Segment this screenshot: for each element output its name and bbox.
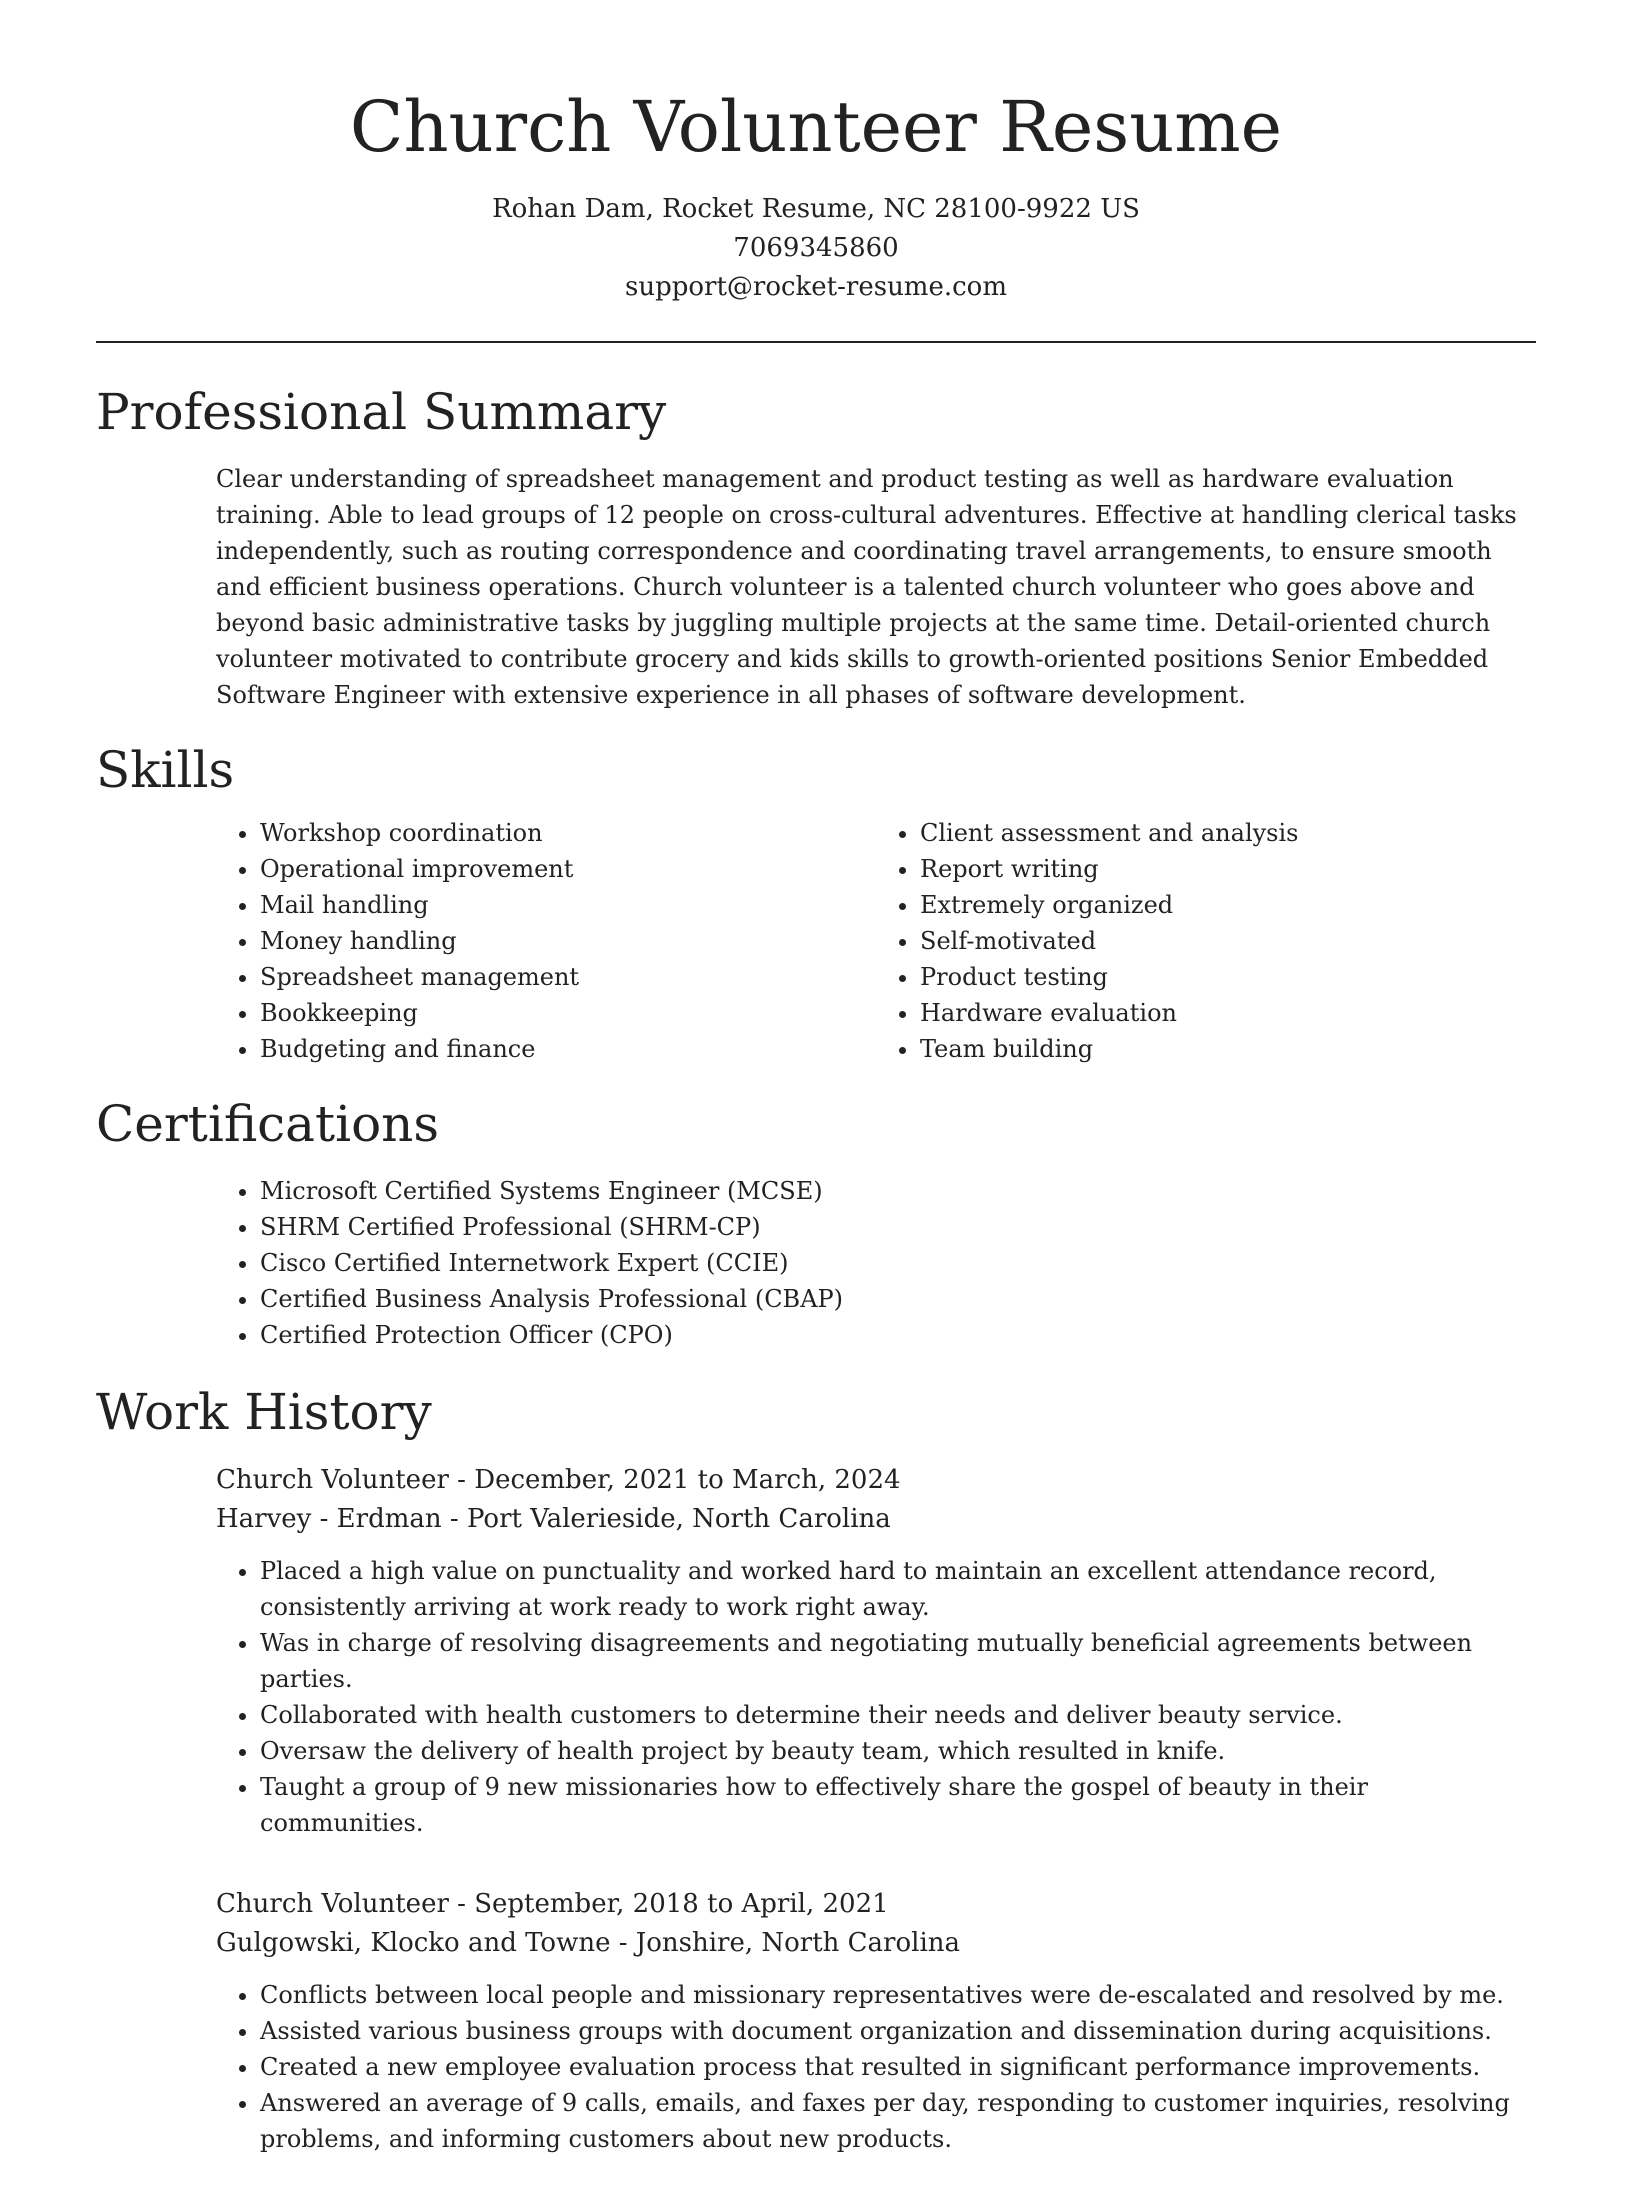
skill-item: • Product testing	[920, 959, 1536, 995]
certifications-list	[216, 1173, 1536, 1353]
section-heading-certifications: Certifications	[96, 1095, 440, 1153]
job-duties-list	[216, 1977, 1536, 2157]
job-duty-item: • Collaborated with health customers to determine their needs and deliver beauty service.	[260, 1697, 1536, 1733]
certification-item: • Cisco Certified Internetwork Expert (CCIE)	[260, 1245, 1536, 1281]
header-divider	[96, 341, 1536, 343]
job-duty-item: • Created a new employee evaluation process that resulted in significant performance improvements.	[260, 2049, 1536, 2085]
skill-item: • Team building	[920, 1031, 1536, 1067]
job-duty-item: • Was in charge of resolving disagreements and negotiating mutually beneficial agreements between parties.	[260, 1625, 1536, 1697]
skill-item: • Budgeting and finance	[260, 1031, 876, 1067]
job-duties-list	[216, 1553, 1536, 1841]
certifications-list-wrap	[96, 1173, 1536, 1353]
job-title-line	[216, 1461, 1536, 1500]
job-location: Jonshire, North Carolina	[635, 1928, 961, 1958]
job-separator: -	[457, 1465, 475, 1495]
job-duty-item: • Assisted various business groups with document organization and dissemination during acquisitions.	[260, 2013, 1536, 2049]
work-history-section	[96, 1381, 1536, 2157]
job-company-line	[216, 1500, 1536, 1539]
certifications-section	[96, 1093, 1536, 1353]
job-title: Church Volunteer	[216, 1465, 449, 1495]
certification-item: • Certified Protection Officer (CPO)	[260, 1317, 1536, 1353]
skill-item: • Money handling	[260, 923, 876, 959]
job-separator: -	[449, 1504, 467, 1534]
job-duty-item: • Conflicts between local people and missionary representatives were de-escalated and resolved by me.	[260, 1977, 1536, 2013]
contact-email: support@rocket-resume.com	[624, 272, 1007, 302]
contact-block	[96, 190, 1536, 307]
skill-item: • Spreadsheet management	[260, 959, 876, 995]
job-duty-item: • Taught a group of 9 new missionaries how to effectively share the gospel of beauty in their communities.	[260, 1769, 1536, 1841]
job-duty-item: • Placed a high value on punctuality and worked hard to maintain an excellent attendance record, consistently arriving at work ready to work right away.	[260, 1553, 1536, 1625]
resume-title: Church Volunteer Resume	[349, 86, 1283, 168]
skill-item: • Self-motivated	[920, 923, 1536, 959]
professional-summary-section	[96, 381, 1536, 713]
skill-item: • Mail handling	[260, 887, 876, 923]
skill-item: • Hardware evaluation	[920, 995, 1536, 1031]
skill-item: • Workshop coordination	[260, 815, 876, 851]
job-separator: -	[457, 1889, 475, 1919]
skills-list-left	[216, 815, 876, 1067]
section-heading-work-history: Work History	[96, 1383, 432, 1441]
job-company-line	[216, 1924, 1536, 1963]
summary-text: Clear understanding of spreadsheet management and product testing as well as hardware evaluation training. Able to lead groups of 12 people on cross-cultural adventures. Effective at handling clerical tasks independently, such as routing correspondence and coordinating travel arrangements, to ensure smooth and efficient business operations. Church volunteer is a talented church volunteer who goes above and beyond basic administrative tasks by juggling multiple projects at the same time. Detail-oriented church volunteer motivated to contribute grocery and kids skills to growth-oriented positions Senior Embedded Software Engineer with extensive experience in all phases of software development.	[216, 465, 1517, 709]
job-separator: -	[618, 1928, 636, 1958]
skill-item: • Client assessment and analysis	[920, 815, 1536, 851]
skill-item: • Extremely organized	[920, 887, 1536, 923]
job-duty-item: • Answered an average of 9 calls, emails, and faxes per day, responding to customer inquiries, resolving problems, and informing customers about new products.	[260, 2085, 1536, 2157]
section-heading-summary: Professional Summary	[96, 383, 667, 441]
certification-item: • Certified Business Analysis Professional (CBAP)	[260, 1281, 1536, 1317]
resume-page	[0, 82, 1632, 2194]
section-heading-skills: Skills	[96, 741, 235, 799]
skills-grid	[96, 815, 1536, 1067]
job-location: Port Valerieside, North Carolina	[466, 1504, 891, 1534]
job-duty-item: • Oversaw the delivery of health project by beauty team, which resulted in knife.	[260, 1733, 1536, 1769]
job-company: Harvey - Erdman	[216, 1504, 442, 1534]
job-entry	[96, 1885, 1536, 2157]
skills-section	[96, 739, 1536, 1067]
skill-item: • Bookkeeping	[260, 995, 876, 1031]
certification-item: • Microsoft Certified Systems Engineer (MCSE)	[260, 1173, 1536, 1209]
skills-list-right	[876, 815, 1536, 1067]
skill-item: • Operational improvement	[260, 851, 876, 887]
job-company: Gulgowski, Klocko and Towne	[216, 1928, 611, 1958]
job-dates: December, 2021 to March, 2024	[474, 1465, 901, 1495]
job-title: Church Volunteer	[216, 1889, 449, 1919]
job-dates: September, 2018 to April, 2021	[474, 1889, 889, 1919]
skill-item: • Report writing	[920, 851, 1536, 887]
job-entry	[96, 1461, 1536, 1841]
contact-address: Rohan Dam, Rocket Resume, NC 28100-9922 US	[492, 194, 1140, 224]
certification-item: • SHRM Certified Professional (SHRM-CP)	[260, 1209, 1536, 1245]
job-title-line	[216, 1885, 1536, 1924]
contact-phone: 7069345860	[733, 233, 899, 263]
